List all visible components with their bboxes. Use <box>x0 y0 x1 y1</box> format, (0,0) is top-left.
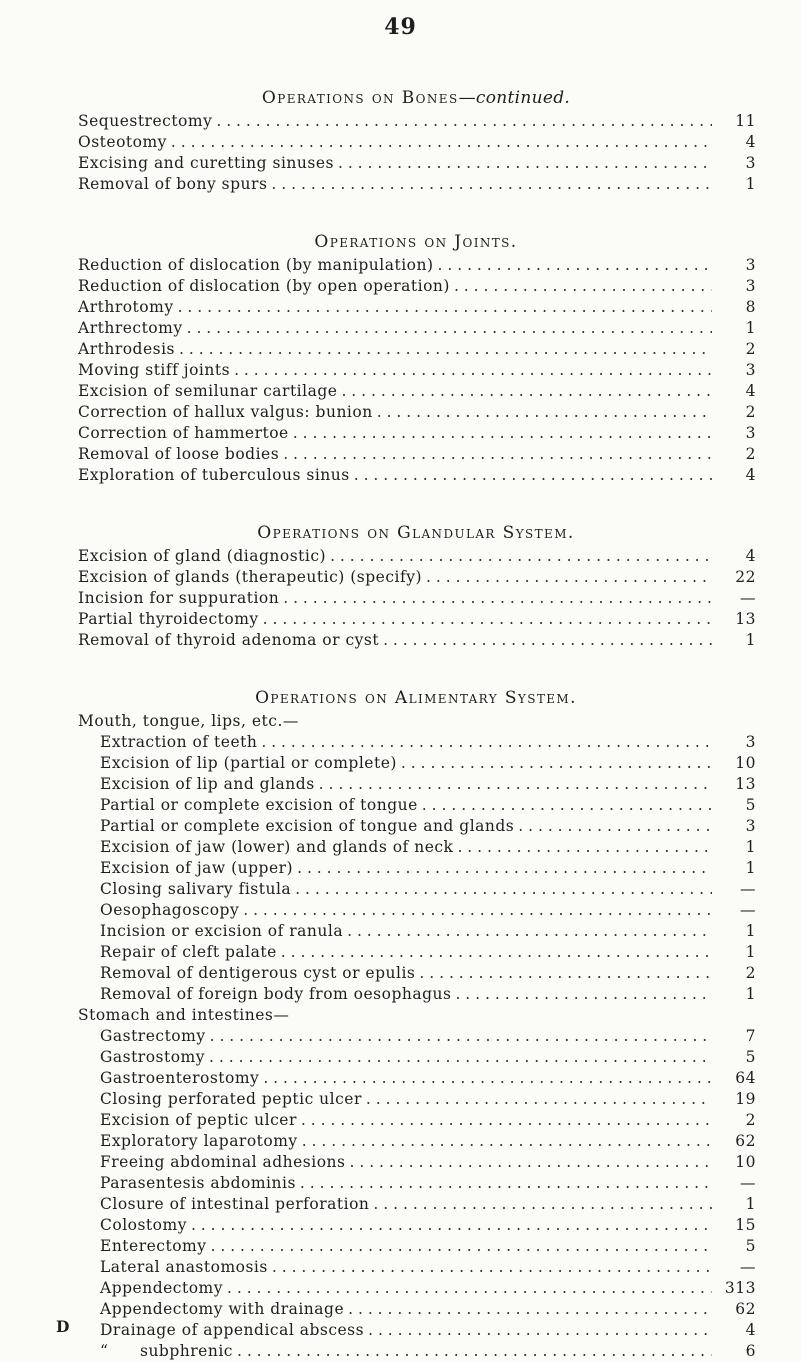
list-item: Excision of gland (diagnostic) . . . 4 <box>56 546 756 567</box>
list-item: Sequestrectomy . . . 11 <box>56 111 756 132</box>
ditto-mark: “ <box>100 1342 109 1360</box>
list-item: “ subphrenic . . . 6 <box>56 1341 756 1362</box>
list-item: Repair of cleft palate . . . 1 <box>56 942 756 963</box>
section-heading: Operations on Glandular System. <box>257 523 575 543</box>
section-glandular <box>56 520 756 651</box>
list-item: Reduction of dislocation (by manipulation) . . . 3 <box>56 255 756 276</box>
list-item: Removal of bony spurs . . . 1 <box>56 174 756 195</box>
list-item: Exploratory laparotomy . . . 62 <box>56 1131 756 1152</box>
list-item: Excision of lip (partial or complete) . . . 10 <box>56 753 756 774</box>
section-heading: Operations on Bones—continued. <box>261 88 571 108</box>
list-item: Closing salivary fistula . . . — <box>56 879 756 900</box>
list-item: Freeing abdominal adhesions . . . 10 <box>56 1152 756 1173</box>
list-item: Exploration of tuberculous sinus . . . 4 <box>56 465 756 486</box>
list-item: Partial or complete excision of tongue . . . 5 <box>56 795 756 816</box>
page-content <box>56 85 756 1362</box>
section-bones <box>56 85 756 195</box>
list-item: Lateral anastomosis . . . — <box>56 1257 756 1278</box>
group-title: Mouth, tongue, lips, etc.— <box>78 712 299 730</box>
list-item: Enterectomy . . . 5 <box>56 1236 756 1257</box>
list-item: Excision of lip and glands . . . 13 <box>56 774 756 795</box>
list-item: Correction of hammertoe . . . 3 <box>56 423 756 444</box>
list-item: Removal of dentigerous cyst or epulis . . . 2 <box>56 963 756 984</box>
list-item: Partial or complete excision of tongue and glands . . . 3 <box>56 816 756 837</box>
list-item: Incision for suppuration . . . — <box>56 588 756 609</box>
list-item: Gastrectomy . . . 7 <box>56 1026 756 1047</box>
list-item: Colostomy . . . 15 <box>56 1215 756 1236</box>
list-item: Arthrotomy . . . 8 <box>56 297 756 318</box>
list-item: Appendectomy . . . 313 <box>56 1278 756 1299</box>
section-joints <box>56 229 756 486</box>
list-item: Oesophagoscopy . . . — <box>56 900 756 921</box>
list-item: Closing perforated peptic ulcer . . . 19 <box>56 1089 756 1110</box>
list-item: Excision of jaw (upper) . . . 1 <box>56 858 756 879</box>
list-item: Excision of jaw (lower) and glands of neck . . . 1 <box>56 837 756 858</box>
section-heading: Operations on Joints. <box>314 232 518 252</box>
list-item: Excision of glands (therapeutic) (specify) . . . 22 <box>56 567 756 588</box>
signature-mark: D <box>56 1317 70 1336</box>
list-item: Appendectomy with drainage . . . 62 <box>56 1299 756 1320</box>
list-item: Gastroenterostomy . . . 64 <box>56 1068 756 1089</box>
list-item: Gastrostomy . . . 5 <box>56 1047 756 1068</box>
list-item: Excision of semilunar cartilage . . . 4 <box>56 381 756 402</box>
list-item: Parasentesis abdominis . . . — <box>56 1173 756 1194</box>
list-item: Incision or excision of ranula . . . 1 <box>56 921 756 942</box>
list-item: Removal of loose bodies . . . 2 <box>56 444 756 465</box>
list-item: Moving stiff joints . . . 3 <box>56 360 756 381</box>
list-item: Osteotomy . . . 4 <box>56 132 756 153</box>
list-item: Extraction of teeth . . . 3 <box>56 732 756 753</box>
list-item: Drainage of appendical abscess . . . 4 <box>56 1320 756 1341</box>
list-item: Partial thyroidectomy . . . 13 <box>56 609 756 630</box>
list-item: Removal of thyroid adenoma or cyst . . . 1 <box>56 630 756 651</box>
list-item: Closure of intestinal perforation . . . 1 <box>56 1194 756 1215</box>
list-item: Removal of foreign body from oesophagus . . . 1 <box>56 984 756 1005</box>
page-number: 49 <box>384 14 417 40</box>
list-item: Arthrectomy . . . 1 <box>56 318 756 339</box>
list-item: Reduction of dislocation (by open operation) . . . 3 <box>56 276 756 297</box>
list-item: Arthrodesis . . . 2 <box>56 339 756 360</box>
list-item: Excising and curetting sinuses . . . 3 <box>56 153 756 174</box>
group-title: Stomach and intestines— <box>78 1006 290 1024</box>
section-heading: Operations on Alimentary System. <box>255 688 577 708</box>
section-alimentary <box>56 685 756 1362</box>
list-item: Excision of peptic ulcer . . . 2 <box>56 1110 756 1131</box>
list-item: Correction of hallux valgus: bunion . . . 2 <box>56 402 756 423</box>
